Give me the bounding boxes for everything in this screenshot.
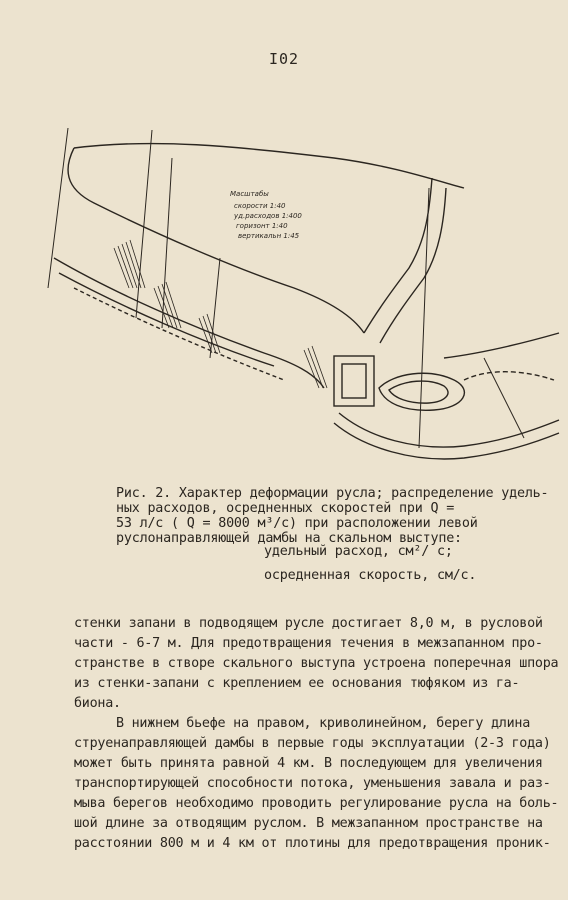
body-line: В нижнем бьефе на правом, криволинейном, берегу длина	[116, 716, 531, 731]
svg-text:скорости 1:40: скорости 1:40	[234, 202, 286, 210]
structure-inner	[342, 364, 366, 398]
body-line: струенаправляющей дамбы в первые годы эксплуатации (2-3 года)	[74, 736, 551, 751]
svg-text:вертикальн 1:45: вертикальн 1:45	[238, 232, 300, 240]
body-line: части - 6-7 м. Для предотвращения течения в межзапанном про-	[74, 636, 543, 651]
caption-line: ных расходов, осредненных скоростей при Q =	[116, 501, 455, 516]
body-line: может быть принята равной 4 км. В последующем для увеличения	[74, 756, 543, 771]
caption-line: руслонаправляющей дамбы на скальном выступе:	[116, 531, 462, 546]
right-bank-lower	[334, 423, 559, 459]
scale-note	[230, 190, 302, 240]
svg-text:уд.расходов 1:400: уд.расходов 1:400	[234, 212, 302, 220]
body-line: стенки запани в подводящем русле достигает 8,0 м, в русловой	[74, 616, 543, 631]
contour-loop-2	[389, 381, 448, 403]
river-diagram	[34, 118, 564, 478]
svg-text:Масштабы: Масштабы	[230, 190, 269, 198]
body-text	[74, 614, 562, 854]
left-dam-outline	[68, 148, 364, 333]
channel-bank-1	[54, 258, 324, 388]
channel-bank-2	[59, 273, 274, 366]
body-line: из стенки-запани с креплением ее основания тюфяком из га-	[74, 676, 520, 691]
dam-curve-inner	[380, 188, 446, 343]
contour-line-3	[464, 372, 554, 380]
body-line: мыва берегов необходимо проводить регулирование русла на боль-	[74, 796, 559, 811]
body-line: биона.	[74, 696, 121, 711]
body-line: транспортирующей способности потока, уменьшения завала и раз-	[74, 776, 551, 791]
page-number: I02	[268, 50, 300, 68]
figure-legend	[264, 540, 564, 588]
right-bank-upper	[444, 333, 559, 358]
body-line: шой длине за отводящим руслом. В межзапанном пространстве на	[74, 816, 543, 831]
upper-bank-line	[74, 143, 464, 188]
caption-line: Рис. 2. Характер деформации русла; распределение удель-	[116, 486, 549, 501]
cross-sections	[48, 128, 524, 448]
legend-line: удельный расход, см²/ с;	[264, 544, 453, 559]
dam-curve-line	[364, 178, 432, 333]
body-line: странстве в створе скального выступа устроена поперечная шпора	[74, 656, 559, 671]
body-line: расстоянии 800 м и 4 км от плотины для предотвращения проник-	[74, 836, 551, 851]
caption-line: 53 л/с ( Q = 8000 м³/с) при расположении левой	[116, 516, 478, 531]
legend-line: осредненная скорость, см/с.	[264, 568, 477, 583]
right-bank-lower-2	[339, 413, 559, 447]
figure-river-deformation	[34, 118, 564, 478]
svg-text:горизонт 1:40: горизонт 1:40	[236, 222, 288, 230]
channel-bank-3	[74, 288, 284, 380]
figure-caption	[116, 486, 562, 546]
